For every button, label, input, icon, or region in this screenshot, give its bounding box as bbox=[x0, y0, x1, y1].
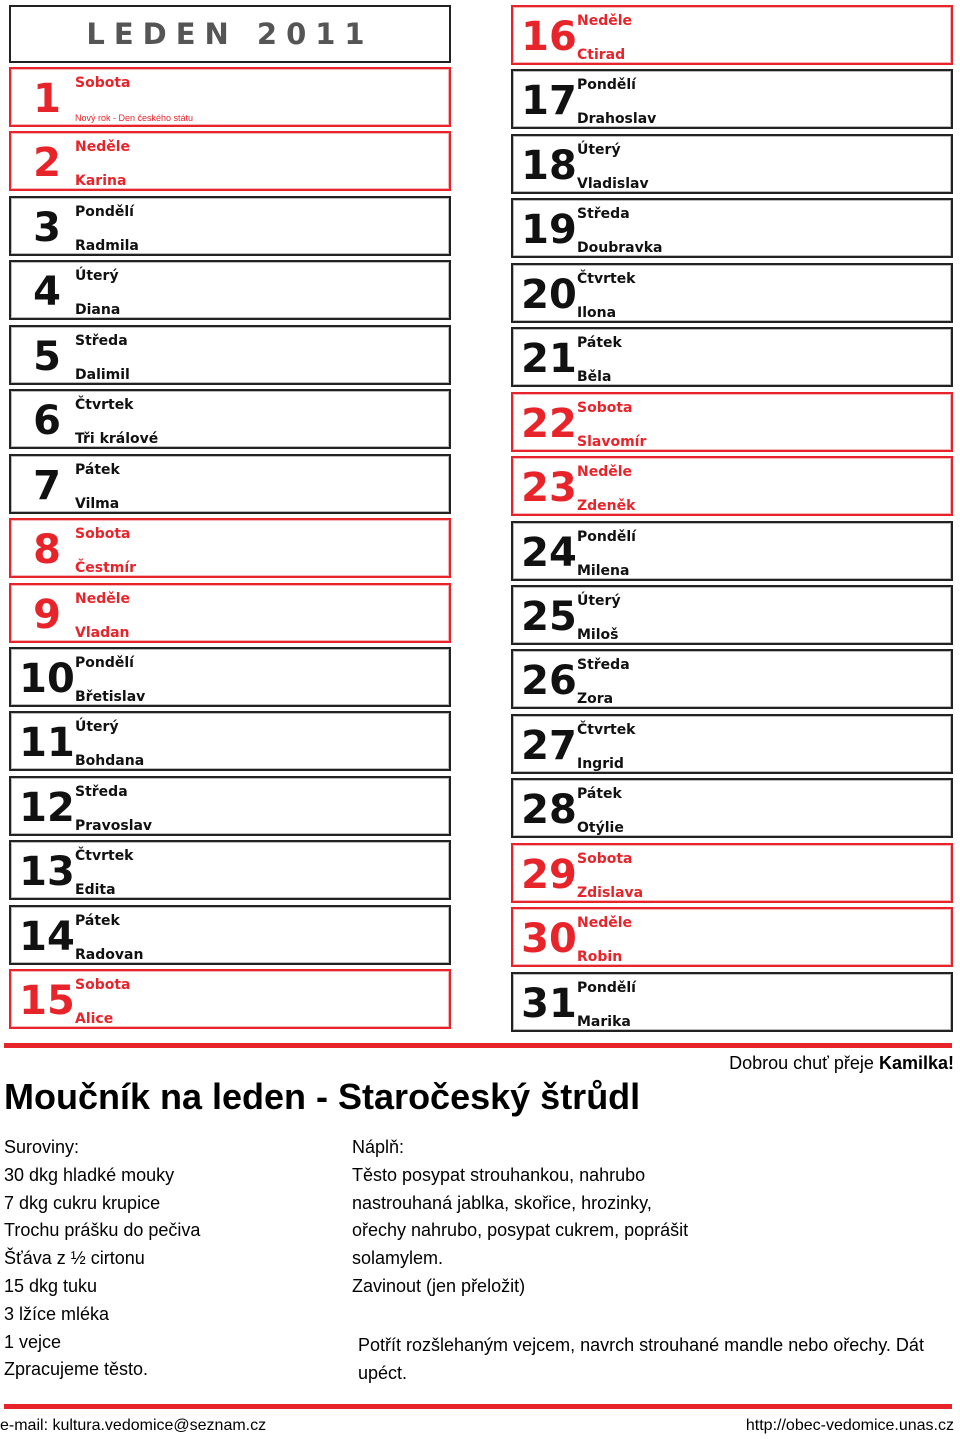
calendar-day-12 bbox=[9, 776, 451, 836]
day-weekday: Středa bbox=[75, 783, 128, 800]
calendar-day-18 bbox=[511, 134, 953, 194]
day-number: 28 bbox=[521, 787, 577, 834]
ingredient-item: Trochu prášku do pečiva bbox=[4, 1220, 201, 1241]
name-day: Čestmír bbox=[75, 560, 137, 577]
calendar-day-3 bbox=[9, 196, 451, 256]
day-weekday: Sobota bbox=[75, 526, 131, 543]
day-weekday: Úterý bbox=[577, 592, 621, 609]
day-number: 23 bbox=[521, 465, 577, 512]
finish-instructions: Potřít rozšlehaným vejcem, navrch strouhané mandle nebo ořechy. Dát upéct. bbox=[358, 1335, 924, 1383]
name-day: Dalimil bbox=[75, 366, 130, 383]
calendar-day-26 bbox=[511, 649, 953, 709]
day-number: 14 bbox=[19, 913, 75, 960]
day-weekday: Neděle bbox=[577, 464, 633, 481]
day-weekday: Čtvrtek bbox=[577, 721, 636, 738]
name-day: Karina bbox=[75, 173, 127, 190]
ingredient-item: Šťáva z ½ cirtonu bbox=[4, 1248, 145, 1269]
footer-url[interactable]: http://obec-vedomice.unas.cz bbox=[745, 1417, 954, 1434]
day-number: 19 bbox=[521, 207, 577, 254]
calendar-day-22 bbox=[511, 392, 953, 452]
ingredient-item: 1 vejce bbox=[4, 1331, 62, 1352]
calendar-day-16 bbox=[511, 5, 953, 65]
day-weekday: Pátek bbox=[75, 461, 120, 478]
day-number: 20 bbox=[521, 271, 577, 318]
calendar-day-6 bbox=[9, 389, 451, 449]
day-weekday: Sobota bbox=[75, 977, 131, 994]
name-day: Zora bbox=[577, 691, 614, 708]
day-weekday: Úterý bbox=[75, 268, 119, 285]
calendar-day-23 bbox=[511, 456, 953, 516]
name-day: Drahoslav bbox=[577, 111, 657, 128]
name-day: Vladan bbox=[75, 624, 130, 641]
calendar-day-9 bbox=[9, 583, 451, 643]
divider-top bbox=[4, 1043, 952, 1048]
filling-line: Zavinout (jen přeložit) bbox=[352, 1275, 526, 1296]
day-weekday: Středa bbox=[577, 206, 630, 223]
ingredients-list bbox=[4, 1134, 200, 1384]
calendar-day-24 bbox=[511, 521, 953, 581]
day-number: 11 bbox=[19, 720, 75, 767]
day-number: 9 bbox=[33, 591, 61, 638]
day-weekday: Pondělí bbox=[577, 528, 636, 545]
name-day: Běla bbox=[577, 369, 612, 386]
calendar-day-10 bbox=[9, 647, 451, 707]
filling-line: solamylem. bbox=[352, 1248, 444, 1269]
name-day: Bohdana bbox=[75, 753, 145, 770]
day-number: 24 bbox=[521, 529, 577, 576]
day-weekday: Sobota bbox=[75, 75, 131, 91]
day-number: 2 bbox=[33, 140, 61, 187]
calendar-day-21 bbox=[511, 327, 953, 387]
day-weekday: Pátek bbox=[577, 786, 622, 803]
name-day: Miloš bbox=[577, 626, 619, 643]
name-day: Tři králové bbox=[75, 431, 159, 448]
greeting-prefix: Dobrou chuť přeje bbox=[729, 1053, 879, 1073]
name-day: Ingrid bbox=[577, 755, 624, 772]
calendar-day-13 bbox=[9, 840, 451, 900]
calendar-day-30 bbox=[511, 907, 953, 967]
filling-line: Těsto posypat strouhankou, nahrubo bbox=[352, 1164, 646, 1185]
calendar-day-5 bbox=[9, 325, 451, 385]
calendar-right-column bbox=[511, 5, 953, 1036]
day-number: 27 bbox=[521, 722, 577, 769]
calendar-day-19 bbox=[511, 198, 953, 258]
holiday-note: Nový rok - Den českého státu bbox=[75, 113, 194, 123]
day-weekday: Neděle bbox=[577, 915, 633, 932]
day-weekday: Pondělí bbox=[577, 77, 636, 94]
day-number: 1 bbox=[33, 76, 61, 122]
name-day: Doubravka bbox=[577, 240, 663, 257]
calendar-day-27 bbox=[511, 714, 953, 774]
ingredients-heading: Suroviny: bbox=[4, 1137, 80, 1157]
day-weekday: Čtvrtek bbox=[75, 397, 134, 414]
name-day: Zdeněk bbox=[577, 498, 636, 515]
filling-line: nastrouhaná jablka, skořice, hrozinky, bbox=[352, 1192, 652, 1213]
ingredient-item: 30 dkg hladké mouky bbox=[4, 1164, 175, 1185]
day-weekday: Pátek bbox=[577, 335, 622, 352]
filling-heading: Náplň: bbox=[352, 1137, 405, 1157]
name-day: Vilma bbox=[75, 495, 120, 512]
day-number: 16 bbox=[521, 14, 577, 60]
day-number: 31 bbox=[521, 980, 577, 1027]
name-day: Pravoslav bbox=[75, 817, 153, 834]
day-weekday: Pátek bbox=[75, 912, 120, 929]
calendar-day-11 bbox=[9, 711, 451, 771]
day-weekday: Pondělí bbox=[75, 654, 134, 671]
day-weekday: Pondělí bbox=[577, 979, 636, 996]
calendar-day-29 bbox=[511, 843, 953, 903]
calendar-day-8 bbox=[9, 518, 451, 578]
name-day: Otýlie bbox=[577, 820, 624, 837]
day-number: 10 bbox=[19, 655, 75, 702]
day-number: 29 bbox=[521, 851, 577, 898]
calendar-day-1 bbox=[9, 67, 451, 127]
name-day: Ilona bbox=[577, 304, 617, 321]
day-number: 15 bbox=[19, 978, 75, 1025]
day-weekday: Neděle bbox=[577, 13, 633, 29]
day-weekday: Sobota bbox=[577, 850, 633, 867]
filling-text bbox=[352, 1134, 742, 1301]
month-title: LEDEN 2011 bbox=[9, 5, 451, 63]
name-day: Vladislav bbox=[577, 175, 649, 192]
day-number: 17 bbox=[521, 78, 577, 125]
day-number: 18 bbox=[521, 142, 577, 189]
day-weekday: Úterý bbox=[75, 719, 119, 736]
day-number: 21 bbox=[521, 336, 577, 383]
filling-line: ořechy nahrubo, posypat cukrem, poprášit bbox=[352, 1220, 689, 1241]
name-day: Diana bbox=[75, 302, 121, 319]
calendar-day-28 bbox=[511, 778, 953, 838]
day-number: 6 bbox=[33, 398, 61, 445]
day-weekday: Čtvrtek bbox=[75, 848, 134, 865]
name-day: Zdislava bbox=[577, 884, 644, 901]
day-weekday: Sobota bbox=[577, 399, 633, 416]
day-number: 7 bbox=[33, 462, 61, 509]
name-day: Radmila bbox=[75, 237, 139, 254]
name-day: Ctirad bbox=[577, 47, 626, 63]
day-number: 25 bbox=[521, 593, 577, 640]
greeting bbox=[729, 1053, 954, 1074]
day-number: 12 bbox=[19, 784, 75, 831]
name-day: Alice bbox=[75, 1011, 114, 1028]
calendar-day-15 bbox=[9, 969, 451, 1029]
calendar-day-14 bbox=[9, 905, 451, 965]
name-day: Robin bbox=[577, 949, 623, 966]
calendar-day-17 bbox=[511, 69, 953, 129]
day-number: 30 bbox=[521, 916, 577, 963]
day-number: 22 bbox=[521, 400, 577, 447]
day-weekday: Neděle bbox=[75, 139, 131, 156]
name-day: Marika bbox=[577, 1013, 631, 1030]
calendar-day-31 bbox=[511, 972, 953, 1032]
greeting-name: Kamilka! bbox=[878, 1053, 954, 1073]
divider-bottom bbox=[4, 1404, 952, 1409]
day-weekday: Úterý bbox=[577, 141, 621, 158]
day-number: 26 bbox=[521, 658, 577, 705]
calendar-day-25 bbox=[511, 585, 953, 645]
day-number: 13 bbox=[19, 849, 75, 896]
calendar-day-7 bbox=[9, 454, 451, 514]
day-weekday: Čtvrtek bbox=[577, 270, 636, 287]
name-day: Břetislav bbox=[75, 688, 146, 705]
day-weekday: Neděle bbox=[75, 590, 131, 607]
day-number: 8 bbox=[33, 527, 61, 574]
name-day: Edita bbox=[75, 882, 116, 899]
name-day: Milena bbox=[577, 562, 630, 579]
name-day: Slavomír bbox=[577, 433, 647, 450]
calendar-day-2 bbox=[9, 131, 451, 191]
ingredient-item: 15 dkg tuku bbox=[4, 1275, 98, 1296]
calendar-left-column bbox=[9, 5, 451, 1034]
day-weekday: Středa bbox=[75, 332, 128, 349]
recipe-title: Moučník na leden - Staročeský štrůdl bbox=[4, 1076, 641, 1117]
day-weekday: Středa bbox=[577, 657, 630, 674]
ingredient-item: Zpracujeme těsto. bbox=[4, 1359, 149, 1380]
ingredient-item: 3 lžíce mléka bbox=[4, 1303, 110, 1324]
day-weekday: Pondělí bbox=[75, 203, 134, 220]
calendar-day-4 bbox=[9, 260, 451, 320]
ingredient-item: 7 dkg cukru krupice bbox=[4, 1192, 161, 1213]
day-number: 5 bbox=[33, 333, 61, 380]
day-number: 4 bbox=[33, 269, 61, 316]
day-number: 3 bbox=[33, 204, 61, 251]
calendar-day-20 bbox=[511, 263, 953, 323]
footer-email[interactable]: e-mail: kultura.vedomice@seznam.cz bbox=[0, 1417, 267, 1434]
name-day: Radovan bbox=[75, 946, 144, 963]
